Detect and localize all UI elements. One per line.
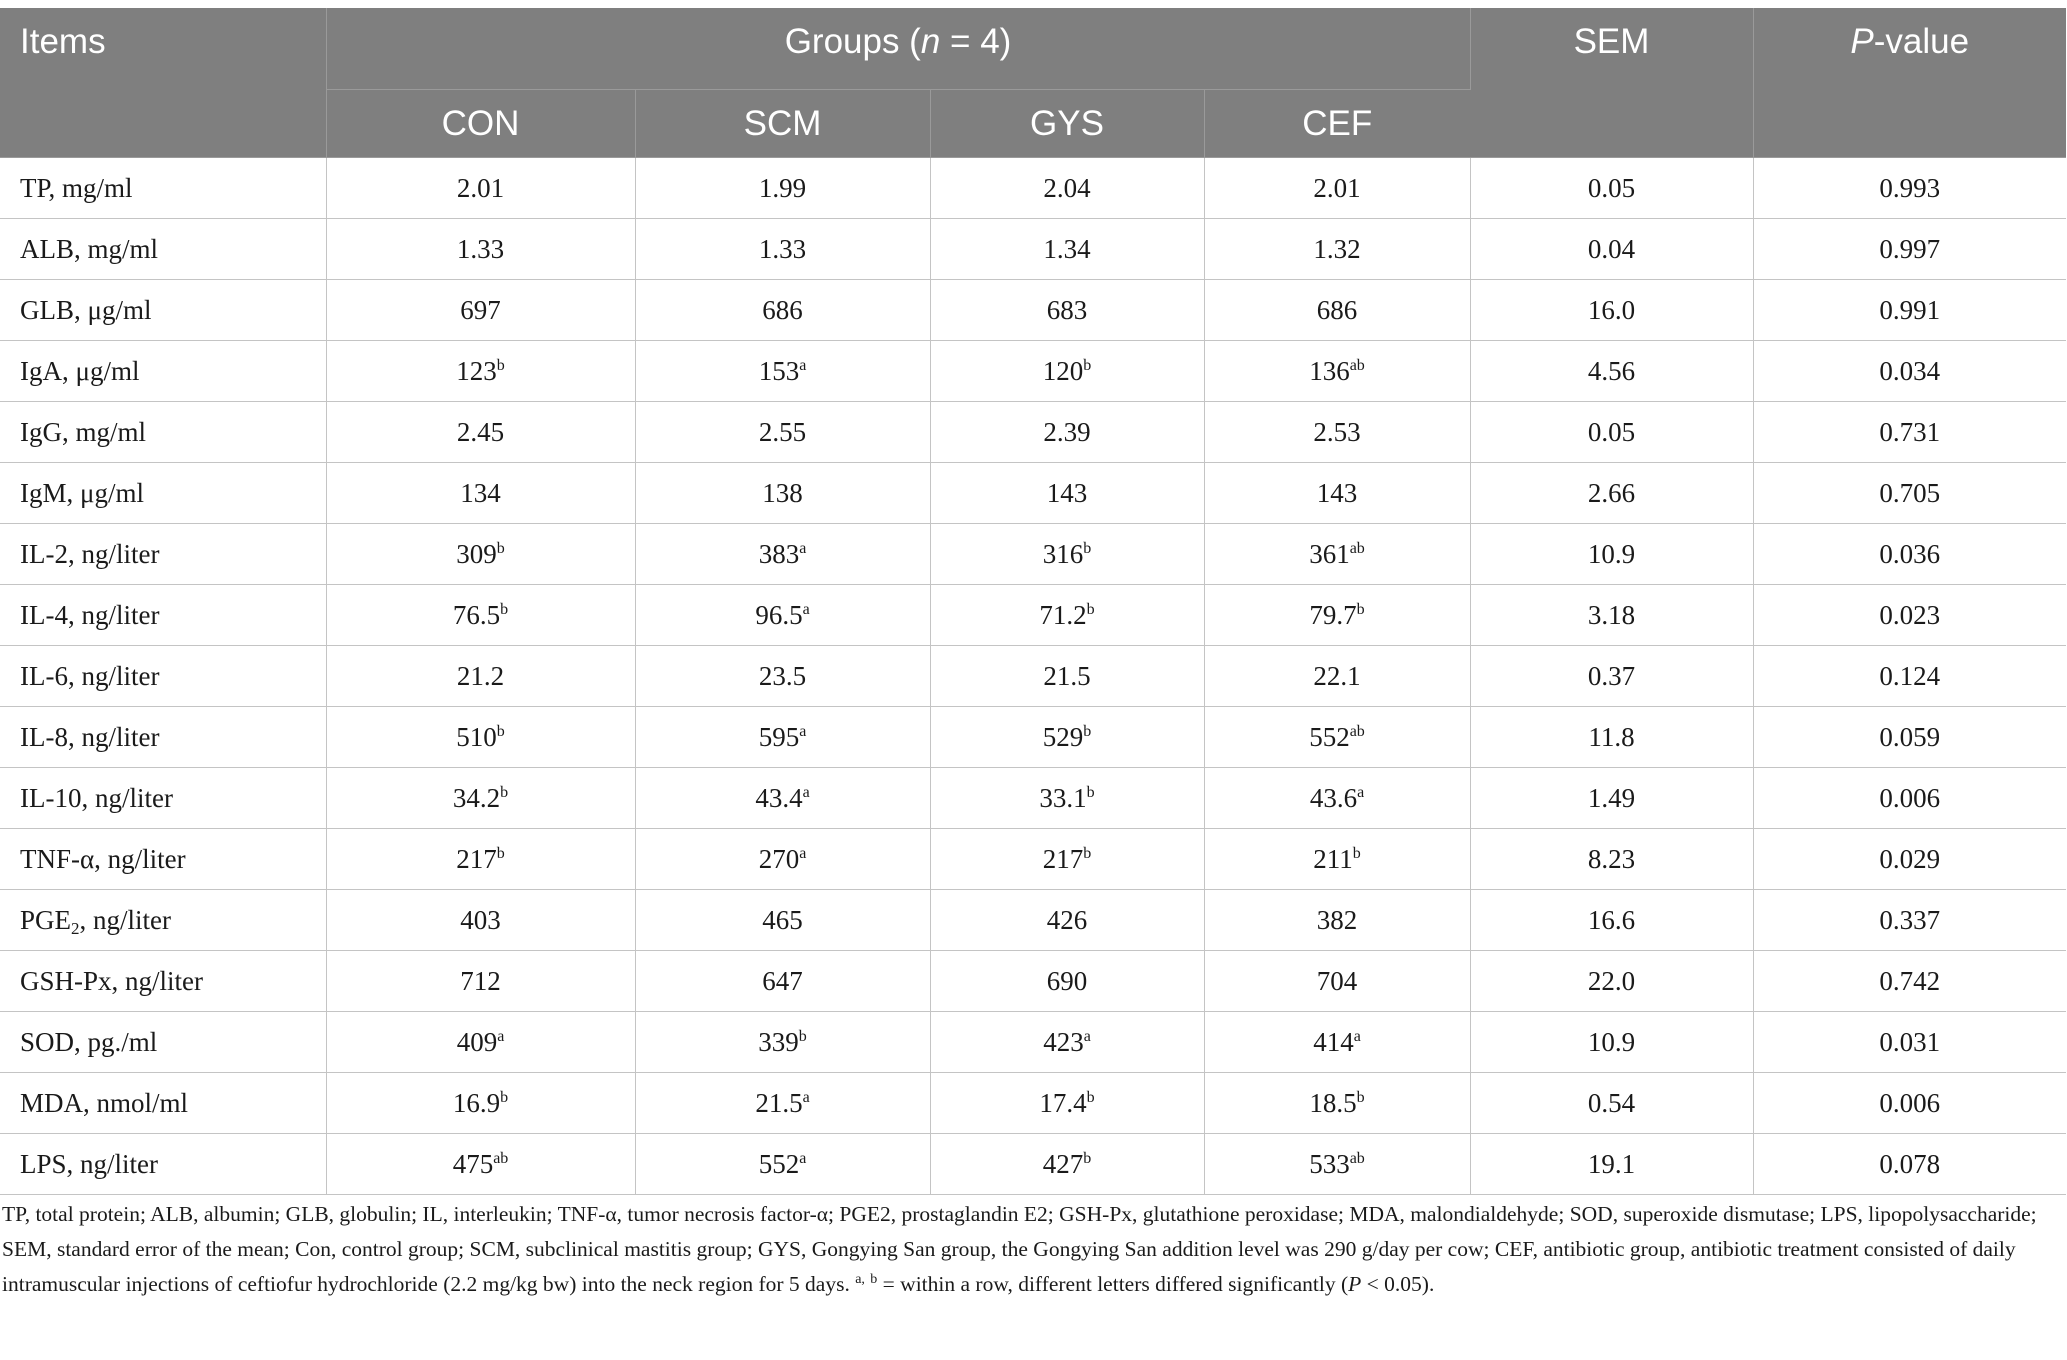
row-item-label: TP, mg/ml: [0, 158, 326, 219]
table-row: [0, 1073, 2066, 1134]
header-gys: GYS: [930, 90, 1204, 158]
cell-p-value: 0.006: [1753, 1073, 2066, 1134]
header-con: CON: [326, 90, 635, 158]
cell-cef: 704: [1204, 951, 1470, 1012]
cell-con: 34.2$^b$: [326, 768, 635, 829]
cell-gys: 33.1$^b$: [930, 768, 1204, 829]
cell-gys: 529$^b$: [930, 707, 1204, 768]
row-item-label: IL-10, ng/liter: [0, 768, 326, 829]
cell-gys: 2.04: [930, 158, 1204, 219]
cell-sem: 0.37: [1470, 646, 1753, 707]
cell-con: 309$^b$: [326, 524, 635, 585]
cell-cef: 211$^b$: [1204, 829, 1470, 890]
cell-cef: 686: [1204, 280, 1470, 341]
table-body: [0, 158, 2066, 1195]
row-item-label: ALB, mg/ml: [0, 219, 326, 280]
cell-con: $475^{ab}$: [326, 1134, 635, 1195]
cell-scm: 43.4$^a$: [635, 768, 930, 829]
row-item-label: TNF-α, ng/liter: [0, 829, 326, 890]
cell-gys: 143: [930, 463, 1204, 524]
header-p-value: P-value: [1753, 8, 2066, 158]
cell-scm: 23.5: [635, 646, 930, 707]
row-item-label: IgA, μg/ml: [0, 341, 326, 402]
cell-cef: 22.1: [1204, 646, 1470, 707]
cell-p-value: 0.731: [1753, 402, 2066, 463]
cell-gys: 17.4$^b$: [930, 1073, 1204, 1134]
table-row: [0, 524, 2066, 585]
cell-gys: 690: [930, 951, 1204, 1012]
cell-scm: 270$^a$: [635, 829, 930, 890]
row-item-label: GSH-Px, ng/liter: [0, 951, 326, 1012]
cell-sem: 22.0: [1470, 951, 1753, 1012]
cell-gys: 427$^b$: [930, 1134, 1204, 1195]
table-row: [0, 585, 2066, 646]
cell-cef: 79.7$^b$: [1204, 585, 1470, 646]
cell-scm: 21.5$^a$: [635, 1073, 930, 1134]
cell-cef: $136^{ab}$: [1204, 341, 1470, 402]
cell-scm: 1.33: [635, 219, 930, 280]
cell-sem: 3.18: [1470, 585, 1753, 646]
row-item-label: GLB, μg/ml: [0, 280, 326, 341]
cell-con: 134: [326, 463, 635, 524]
cell-scm: 153$^a$: [635, 341, 930, 402]
cell-scm: 1.99: [635, 158, 930, 219]
cell-p-value: 0.034: [1753, 341, 2066, 402]
cell-gys: 1.34: [930, 219, 1204, 280]
cell-p-value: 0.124: [1753, 646, 2066, 707]
cell-sem: 1.49: [1470, 768, 1753, 829]
row-item-label: IL-4, ng/liter: [0, 585, 326, 646]
cell-con: 1.33: [326, 219, 635, 280]
cell-gys: 217$^b$: [930, 829, 1204, 890]
table-row: [0, 280, 2066, 341]
cell-p-value: 0.742: [1753, 951, 2066, 1012]
cell-p-value: 0.337: [1753, 890, 2066, 951]
cell-cef: 18.5$^b$: [1204, 1073, 1470, 1134]
table-row: [0, 1012, 2066, 1073]
header-sem: SEM: [1470, 8, 1753, 158]
table-header: [0, 8, 2066, 158]
header-groups: Groups (n = 4): [326, 8, 1470, 90]
cell-con: 697: [326, 280, 635, 341]
cell-p-value: 0.006: [1753, 768, 2066, 829]
cell-scm: 96.5$^a$: [635, 585, 930, 646]
cell-gys: 316$^b$: [930, 524, 1204, 585]
cell-p-value: 0.029: [1753, 829, 2066, 890]
row-item-label: IgM, μg/ml: [0, 463, 326, 524]
table-row: [0, 463, 2066, 524]
table-row: [0, 402, 2066, 463]
row-item-label: MDA, nmol/ml: [0, 1073, 326, 1134]
table-row: [0, 768, 2066, 829]
table-footnote: TP, total protein; ALB, albumin; GLB, globulin; IL, interleukin; TNF-α, tumor necrosis factor-α; PGE2, prostaglandin E2; GSH-Px, glutathione peroxidase; MDA, malondialdehyde; SOD, superoxide dismutase; LPS, lipopolysaccharide; SEM, standard error of the mean; Con, control group; SCM, subclinical mastitis group; GYS, Gongying San group, the Gongying San addition level was 290 g/day per cow; CEF, antibiotic group, antibiotic treatment consisted of daily intramuscular injections of ceftiofur hydrochloride (2.2 mg/kg bw) into the neck region for 5 days. $^{a,}$ $^b$ = within a row, different letters differed significantly (P < 0.05).: [2, 1202, 2037, 1296]
cell-scm: 686: [635, 280, 930, 341]
cell-sem: 16.0: [1470, 280, 1753, 341]
row-item-label: IL-8, ng/liter: [0, 707, 326, 768]
cell-scm: 595$^a$: [635, 707, 930, 768]
row-item-label: IgG, mg/ml: [0, 402, 326, 463]
cell-sem: 0.05: [1470, 402, 1753, 463]
cell-gys: 2.39: [930, 402, 1204, 463]
cell-con: 409$^a$: [326, 1012, 635, 1073]
cell-gys: 426: [930, 890, 1204, 951]
row-item-label: $PGE_2$, ng/liter: [0, 890, 326, 951]
cell-sem: 10.9: [1470, 1012, 1753, 1073]
cell-sem: 8.23: [1470, 829, 1753, 890]
cell-sem: 0.04: [1470, 219, 1753, 280]
cell-cef: 1.32: [1204, 219, 1470, 280]
cell-cef: 143: [1204, 463, 1470, 524]
cell-p-value: 0.078: [1753, 1134, 2066, 1195]
row-item-label: SOD, pg./ml: [0, 1012, 326, 1073]
cell-scm: 2.55: [635, 402, 930, 463]
table-row: [0, 341, 2066, 402]
cell-con: 76.5$^b$: [326, 585, 635, 646]
cell-con: 123$^b$: [326, 341, 635, 402]
cell-p-value: 0.031: [1753, 1012, 2066, 1073]
cell-sem: 19.1: [1470, 1134, 1753, 1195]
cell-con: 16.9$^b$: [326, 1073, 635, 1134]
cell-cef: 2.53: [1204, 402, 1470, 463]
table-row: [0, 829, 2066, 890]
cell-scm: 465: [635, 890, 930, 951]
cell-p-value: 0.059: [1753, 707, 2066, 768]
cell-p-value: 0.705: [1753, 463, 2066, 524]
cell-p-value: 0.993: [1753, 158, 2066, 219]
cell-con: 217$^b$: [326, 829, 635, 890]
cell-p-value: 0.023: [1753, 585, 2066, 646]
table-row: [0, 890, 2066, 951]
cell-sem: 10.9: [1470, 524, 1753, 585]
cell-con: 403: [326, 890, 635, 951]
data-table-container: [0, 8, 2067, 1195]
table-row: [0, 219, 2066, 280]
cell-scm: 138: [635, 463, 930, 524]
cell-p-value: 0.991: [1753, 280, 2066, 341]
cell-sem: 16.6: [1470, 890, 1753, 951]
cell-con: 510$^b$: [326, 707, 635, 768]
cell-scm: 552$^a$: [635, 1134, 930, 1195]
cell-gys: 423$^a$: [930, 1012, 1204, 1073]
cell-p-value: 0.036: [1753, 524, 2066, 585]
cell-cef: $533^{ab}$: [1204, 1134, 1470, 1195]
cell-con: 712: [326, 951, 635, 1012]
cell-scm: 339$^b$: [635, 1012, 930, 1073]
cell-p-value: 0.997: [1753, 219, 2066, 280]
cell-sem: 2.66: [1470, 463, 1753, 524]
cell-cef: 382: [1204, 890, 1470, 951]
table-row: [0, 158, 2066, 219]
cell-gys: 683: [930, 280, 1204, 341]
cell-scm: 383$^a$: [635, 524, 930, 585]
table-row: [0, 707, 2066, 768]
cell-con: 2.01: [326, 158, 635, 219]
row-item-label: LPS, ng/liter: [0, 1134, 326, 1195]
cell-gys: 21.5: [930, 646, 1204, 707]
cell-sem: 0.05: [1470, 158, 1753, 219]
header-items: Items: [0, 8, 326, 158]
cell-con: 2.45: [326, 402, 635, 463]
header-cef: CEF: [1204, 90, 1470, 158]
cell-gys: 71.2$^b$: [930, 585, 1204, 646]
table-row: [0, 951, 2066, 1012]
cell-cef: $361^{ab}$: [1204, 524, 1470, 585]
cell-sem: 4.56: [1470, 341, 1753, 402]
row-item-label: IL-2, ng/liter: [0, 524, 326, 585]
table-row: [0, 646, 2066, 707]
cell-cef: 414$^a$: [1204, 1012, 1470, 1073]
cell-sem: 0.54: [1470, 1073, 1753, 1134]
cell-cef: 2.01: [1204, 158, 1470, 219]
cell-cef: 43.6$^a$: [1204, 768, 1470, 829]
cell-con: 21.2: [326, 646, 635, 707]
table-row: [0, 1134, 2066, 1195]
row-item-label: IL-6, ng/liter: [0, 646, 326, 707]
cell-cef: $552^{ab}$: [1204, 707, 1470, 768]
cell-scm: 647: [635, 951, 930, 1012]
cell-sem: 11.8: [1470, 707, 1753, 768]
data-table: [0, 8, 2066, 1195]
cell-gys: 120$^b$: [930, 341, 1204, 402]
header-scm: SCM: [635, 90, 930, 158]
